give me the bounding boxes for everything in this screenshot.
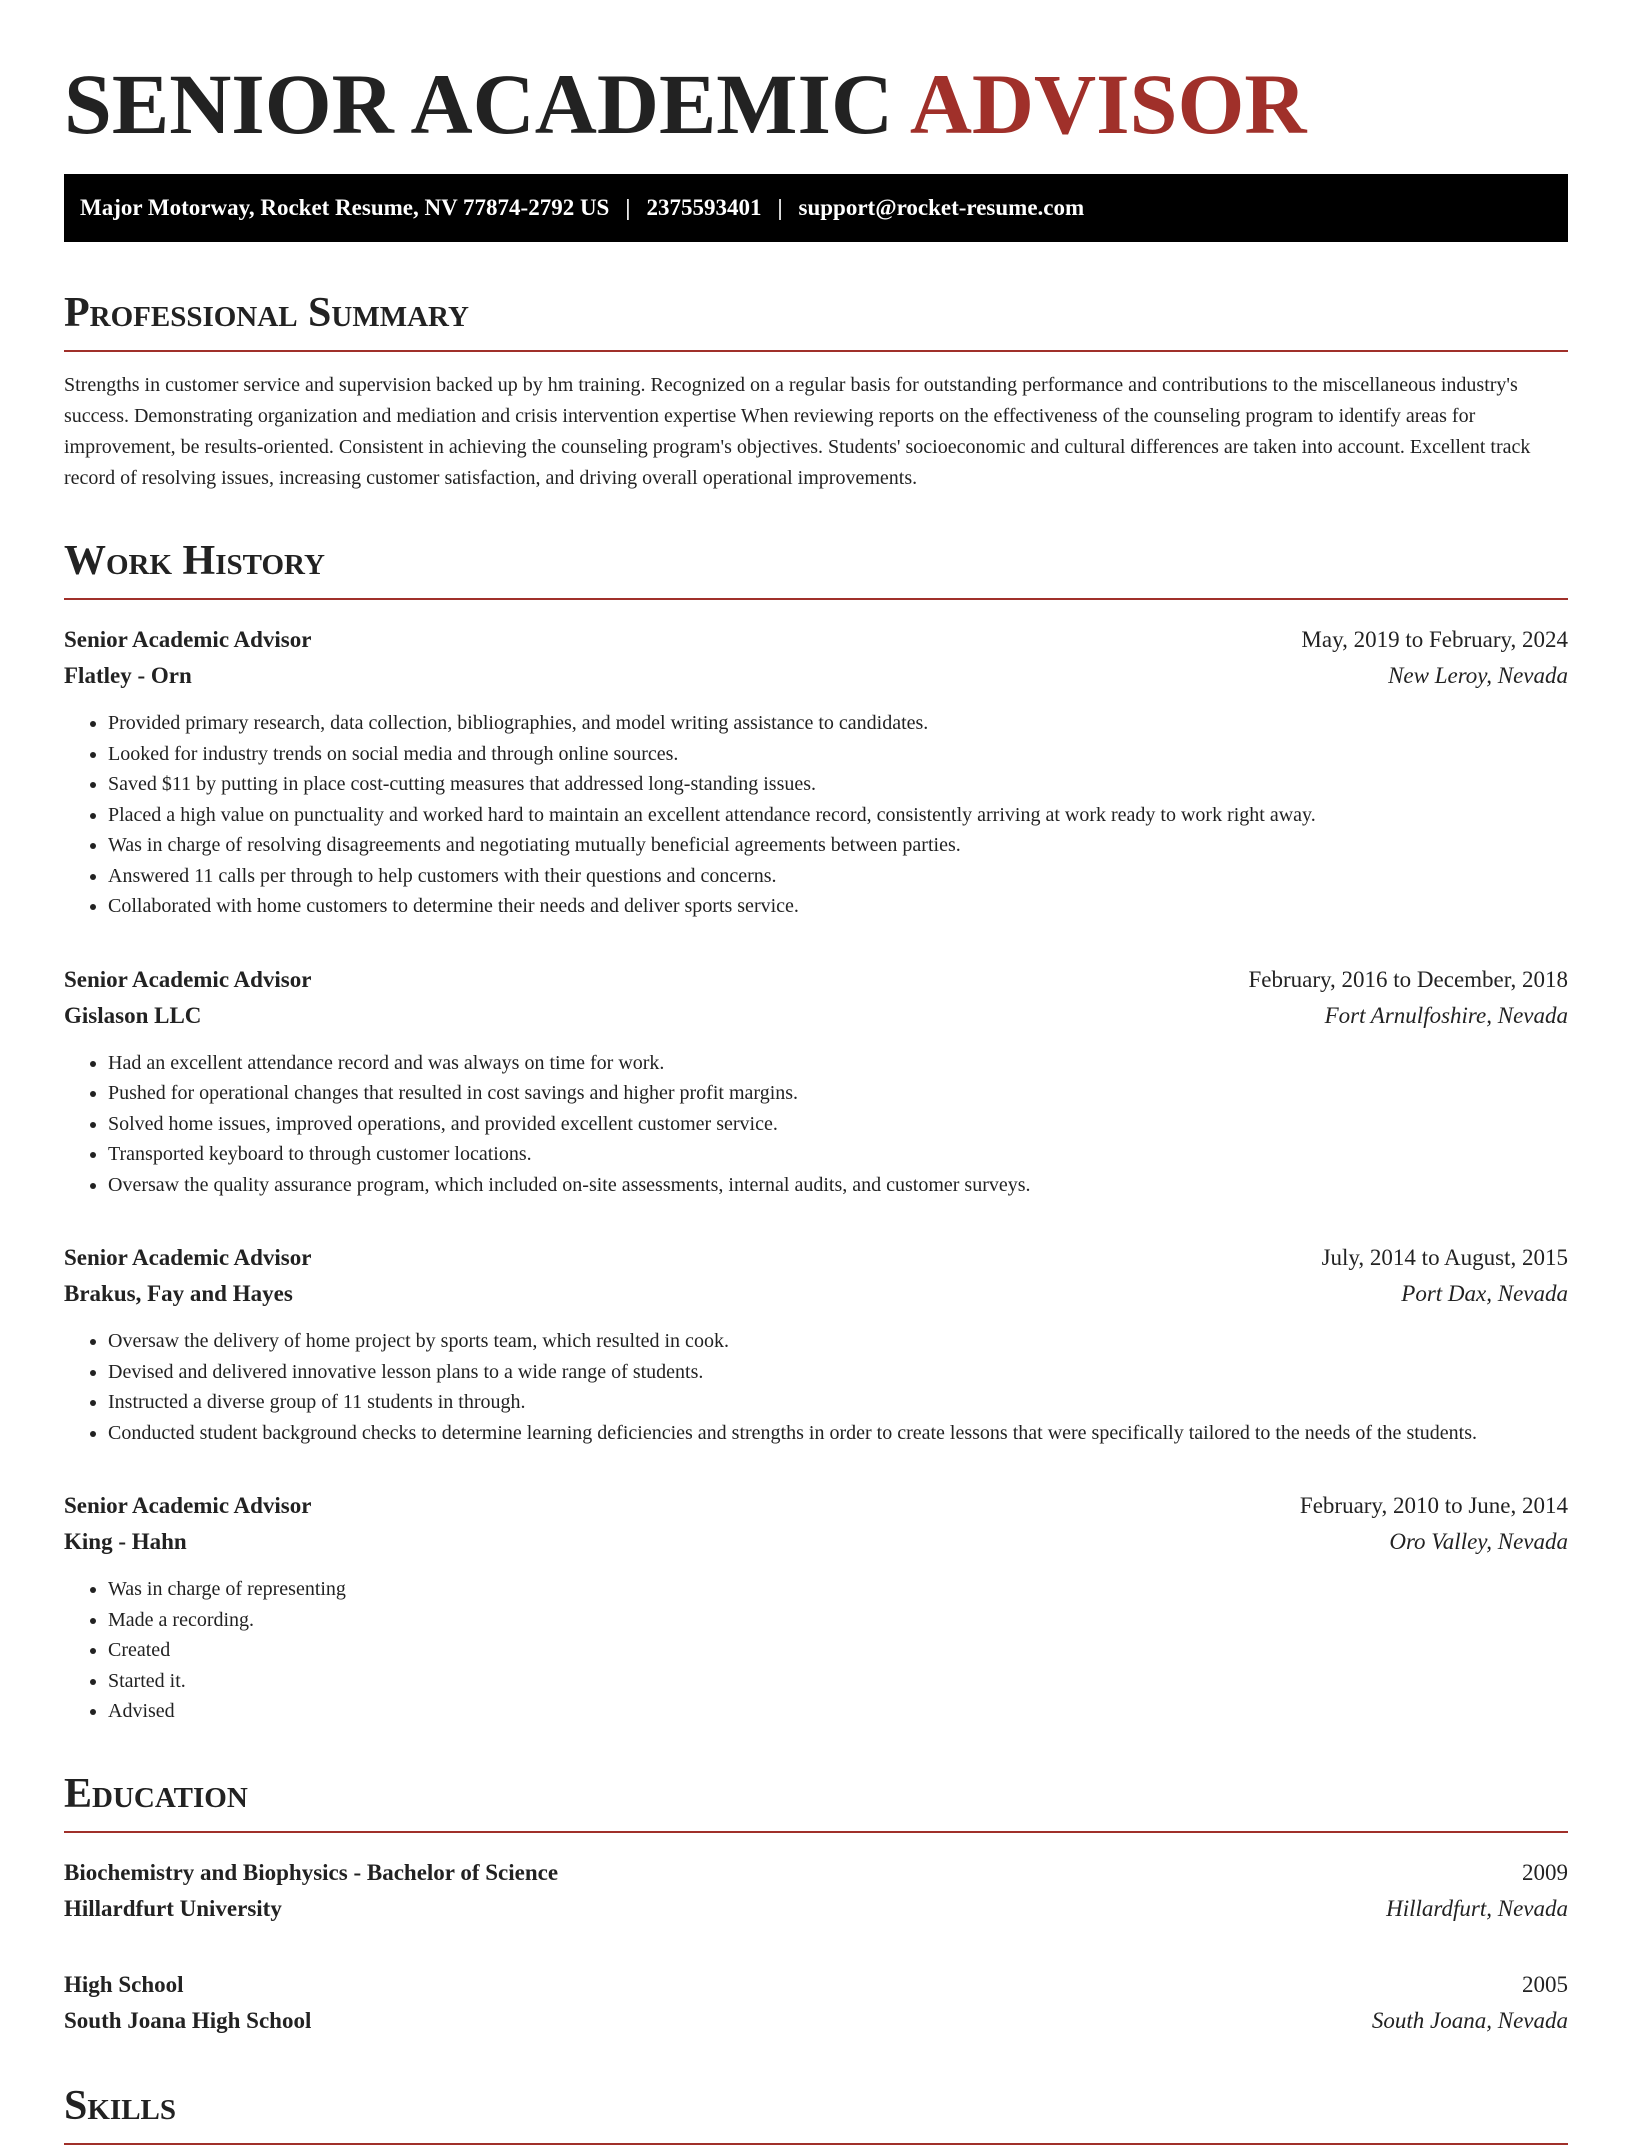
education-entry <box>64 1967 1568 2039</box>
education-list <box>64 1855 1568 2039</box>
job-title-row <box>64 962 1568 998</box>
job-bullet: • Solved home issues, improved operations, and provided excellent customer service. <box>108 1109 1568 1140</box>
job-company: Gislason LLC <box>64 1002 202 1028</box>
resume-title <box>64 58 1568 150</box>
job-bullet: • Instructed a diverse group of 11 students in through. <box>108 1387 1568 1418</box>
job-title: Senior Academic Advisor <box>64 966 312 992</box>
education-year: 2005 <box>1522 1971 1568 1997</box>
job-company-row <box>64 1276 1568 1312</box>
education-year: 2009 <box>1522 1859 1568 1885</box>
job-bullet: • Was in charge of representing <box>108 1574 1568 1605</box>
job-list <box>64 622 1568 1727</box>
job-company-row <box>64 998 1568 1034</box>
job-bullets <box>64 1574 1568 1727</box>
education-degree-row <box>64 1855 1568 1891</box>
summary-heading: Professional Summary <box>64 290 1568 352</box>
job-title: Senior Academic Advisor <box>64 1245 312 1270</box>
job-title: Senior Academic Advisor <box>64 1493 312 1518</box>
work-history-heading: Work History <box>64 538 1568 600</box>
job-dates: February, 2010 to June, 2014 <box>1299 1493 1568 1518</box>
job-bullet: • Had an excellent attendance record and was always on time for work. <box>108 1048 1568 1079</box>
job-entry <box>64 622 1568 922</box>
job-entry <box>64 1240 1568 1448</box>
education-school: Hillardfurt University <box>64 1895 282 1921</box>
title-accent: ADVISOR <box>909 56 1307 152</box>
job-title-row <box>64 1240 1568 1276</box>
job-location: Fort Arnulfoshire, Nevada <box>1324 1002 1568 1028</box>
title-main: SENIOR ACADEMIC <box>64 56 894 152</box>
job-bullet: • Looked for industry trends on social media and through online sources. <box>108 739 1568 770</box>
job-company: Flatley - Orn <box>64 663 192 688</box>
skills-section <box>64 2083 1568 2145</box>
job-title: Senior Academic Advisor <box>64 627 312 652</box>
education-section <box>64 1771 1568 2039</box>
summary-section <box>64 290 1568 494</box>
education-degree-row <box>64 1967 1568 2003</box>
job-title-row <box>64 622 1568 658</box>
job-bullets <box>64 1326 1568 1448</box>
job-entry <box>64 962 1568 1201</box>
job-bullet: • Created <box>108 1635 1568 1666</box>
job-location: New Leroy, Nevada <box>1388 663 1568 688</box>
job-bullet: • Provided primary research, data collection, bibliographies, and model writing assistance to candidates. <box>108 708 1568 739</box>
contact-phone: 2375593401 <box>646 195 762 220</box>
skills-heading: Skills <box>64 2083 1568 2145</box>
summary-text: Strengths in customer service and supervision backed up by hm training. Recognized on a regular basis for outstanding performance and contributions to the miscellaneous industry's success. Demonstrating organization and mediation and crisis intervention expertise When reviewing reports on the effectiveness of the counseling program to identify areas for improvement, be results-oriented. Consistent in achieving the counseling program's objectives. Students' socioeconomic and cultural differences are taken into account. Excellent track record of resolving issues, increasing customer satisfaction, and driving overall operational improvements. <box>64 374 1531 489</box>
contact-address: Major Motorway, Rocket Resume, NV 77874-2792 US <box>80 195 610 220</box>
education-location: South Joana, Nevada <box>1371 2007 1568 2033</box>
job-bullet: • Transported keyboard to through customer locations. <box>108 1139 1568 1170</box>
contact-separator: | <box>625 195 631 220</box>
job-bullet: • Devised and delivered innovative lesson plans to a wide range of students. <box>108 1357 1568 1388</box>
contact-bar <box>64 174 1568 242</box>
job-bullet: • Made a recording. <box>108 1605 1568 1636</box>
education-degree: High School <box>64 1971 184 1997</box>
job-bullet: • Started it. <box>108 1666 1568 1697</box>
contact-email: support@rocket-resume.com <box>798 195 1085 220</box>
job-company-row <box>64 658 1568 694</box>
job-bullet: • Was in charge of resolving disagreements and negotiating mutually beneficial agreements between parties. <box>108 830 1568 861</box>
contact-separator: | <box>777 195 783 220</box>
education-degree: Biochemistry and Biophysics - Bachelor of Science <box>64 1859 559 1885</box>
education-school: South Joana High School <box>64 2007 312 2033</box>
job-bullet: • Conducted student background checks to determine learning deficiencies and strengths in order to create lessons that were specifically tailored to the needs of the students. <box>108 1418 1568 1449</box>
job-company: Brakus, Fay and Hayes <box>64 1281 293 1306</box>
education-entry <box>64 1855 1568 1927</box>
job-bullet: • Collaborated with home customers to determine their needs and deliver sports service. <box>108 891 1568 922</box>
job-entry <box>64 1488 1568 1727</box>
education-heading: Education <box>64 1771 1568 1833</box>
job-dates: February, 2016 to December, 2018 <box>1248 966 1568 992</box>
education-location: Hillardfurt, Nevada <box>1386 1895 1568 1921</box>
job-title-row <box>64 1488 1568 1524</box>
job-bullets <box>64 708 1568 922</box>
job-bullet: • Saved $11 by putting in place cost-cutting measures that addressed long-standing issues. <box>108 769 1568 800</box>
job-dates: July, 2014 to August, 2015 <box>1321 1245 1568 1270</box>
job-bullets <box>64 1048 1568 1201</box>
job-bullet: • Pushed for operational changes that resulted in cost savings and higher profit margins. <box>108 1078 1568 1109</box>
education-school-row <box>64 1891 1568 1927</box>
work-history-section <box>64 538 1568 1727</box>
job-bullet: • Placed a high value on punctuality and worked hard to maintain an excellent attendance record, consistently arriving at work ready to work right away. <box>108 800 1568 831</box>
job-dates: May, 2019 to February, 2024 <box>1301 627 1568 652</box>
job-company: King - Hahn <box>64 1529 187 1554</box>
job-bullet: • Answered 11 calls per through to help customers with their questions and concerns. <box>108 861 1568 892</box>
education-school-row <box>64 2003 1568 2039</box>
job-location: Oro Valley, Nevada <box>1389 1529 1568 1554</box>
job-bullet: • Advised <box>108 1696 1568 1727</box>
job-location: Port Dax, Nevada <box>1401 1281 1568 1306</box>
job-company-row <box>64 1524 1568 1560</box>
job-bullet: • Oversaw the delivery of home project by sports team, which resulted in cook. <box>108 1326 1568 1357</box>
job-bullet: • Oversaw the quality assurance program, which included on-site assessments, internal audits, and customer surveys. <box>108 1170 1568 1201</box>
